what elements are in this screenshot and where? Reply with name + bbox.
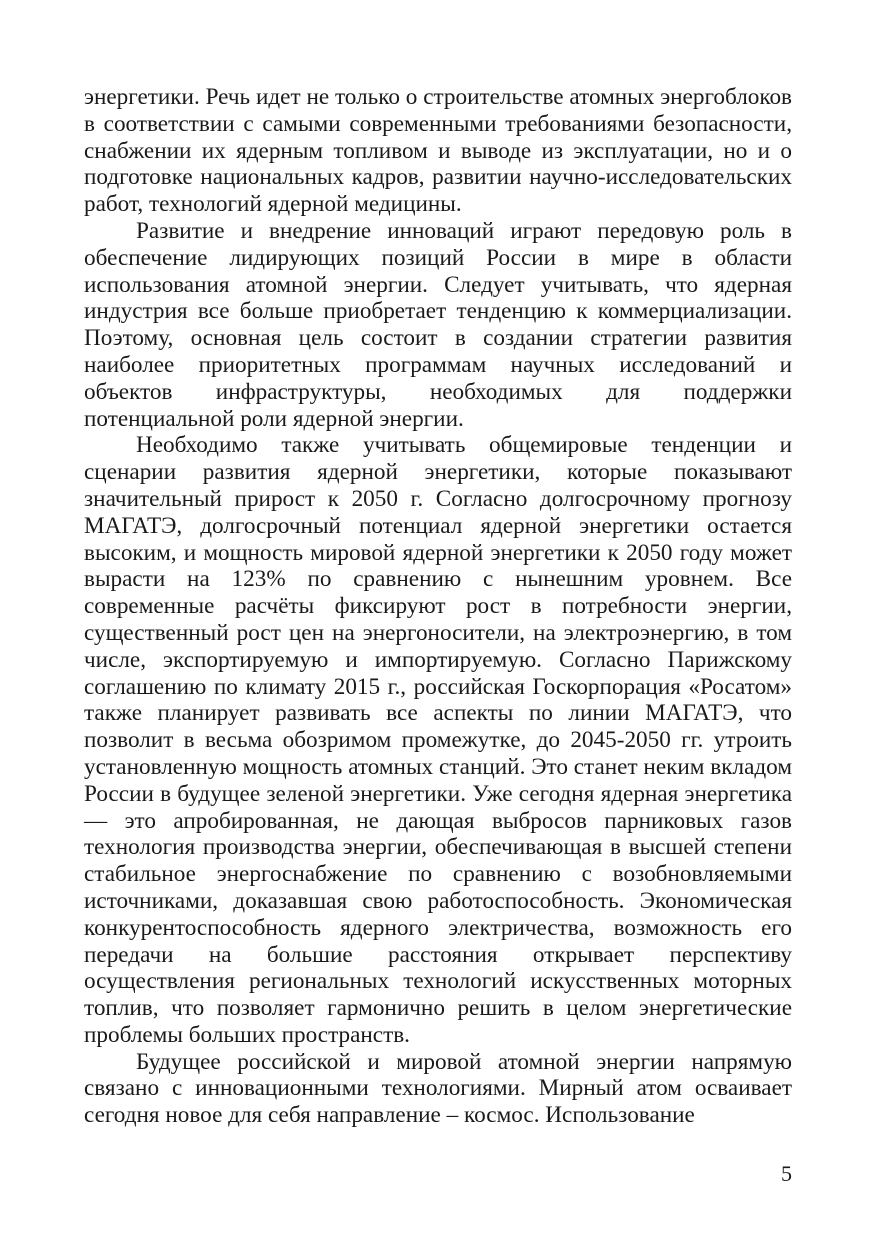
paragraph-continuation: энергетики. Речь идет не только о строительстве атомных энергоблоков в соответствии с самыми современными требованиями безопасности, снабжении их ядерным топливом и выводе из эксплуатации, но и о подготовке национальных кадров, развитии научно-исследовательских работ, технологий ядерной медицины. <box>84 84 792 218</box>
paragraph-future: Будущее российской и мировой атомной энергии напрямую связано с инновационными технологиями. Мирный атом осваивает сегодня новое для себя направление – космос. Использование <box>84 1048 792 1129</box>
page-number: 5 <box>781 1161 792 1186</box>
paragraph-innovations: Развитие и внедрение инноваций играют передовую роль в обеспечение лидирующих позиций России в мире в области использования атомной энергии. Следует учитывать, что ядерная индустрия все больше приобретает тенденцию к коммерциализации. Поэтому, основная цель состоит в создании стратегии развития наиболее приоритетных программам научных исследований и объектов инфраструктуры, необходимых для поддержки потенциальной роли ядерной энергии. <box>84 217 792 432</box>
body-text <box>84 84 792 1129</box>
paragraph-global-trends: Необходимо также учитывать общемировые тенденции и сценарии развития ядерной энергетики, которые показывают значительный прирост к 2050 г. Согласно долгосрочному прогнозу МАГАТЭ, долгосрочный потенциал ядерной энергетики остается высоким, и мощность мировой ядерной энергетики к 2050 году может вырасти на 123% по сравнению с нынешним уровнем. Все современные расчёты фиксируют рост в потребности энергии, существенный рост цен на энергоносители, на электроэнергию, в том числе, экспортируемую и импортируемую. Согласно Парижскому соглашению по климату 2015 г., российская Госкорпорация «Росатом» также планирует развивать все аспекты по линии МАГАТЭ, что позволит в весьма обозримом промежутке, до 2045-2050 гг. утроить установленную мощность атомных станций. Это станет неким вкладом России в будущее зеленой энергетики. Уже сегодня ядерная энергетика — это апробированная, не дающая выбросов парниковых газов технология производства энергии, обеспечивающая в высшей степени стабильное энергоснабжение по сравнению с возобновляемыми источниками, доказавшая свою работоспособность. Экономическая конкурентоспособность ядерного электричества, возможность его передачи на большие расстояния открывает перспективу осуществления региональных технологий искусственных моторных топлив, что позволяет гармонично решить в целом энергетические проблемы больших пространств. <box>84 432 792 1048</box>
